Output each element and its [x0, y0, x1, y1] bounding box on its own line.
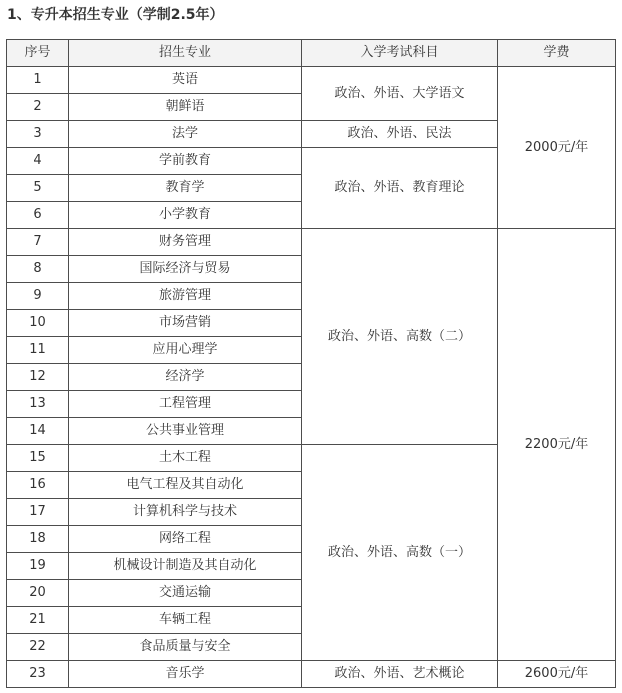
row-major: 应用心理学 [69, 337, 302, 364]
row-major: 教育学 [69, 175, 302, 202]
row-index: 8 [7, 256, 69, 283]
header-exam-subjects: 入学考试科目 [302, 40, 498, 67]
row-index: 1 [7, 67, 69, 94]
row-index: 18 [7, 526, 69, 553]
row-index: 22 [7, 634, 69, 661]
row-major: 经济学 [69, 364, 302, 391]
row-major: 小学教育 [69, 202, 302, 229]
exam-subjects-cell: 政治、外语、教育理论 [302, 148, 498, 229]
row-major: 财务管理 [69, 229, 302, 256]
exam-subjects-cell: 政治、外语、民法 [302, 121, 498, 148]
header-index: 序号 [7, 40, 69, 67]
row-major: 网络工程 [69, 526, 302, 553]
row-major: 法学 [69, 121, 302, 148]
exam-subjects-cell: 政治、外语、高数（一） [302, 445, 498, 661]
exam-subjects-cell: 政治、外语、艺术概论 [302, 661, 498, 688]
header-major: 招生专业 [69, 40, 302, 67]
row-index: 4 [7, 148, 69, 175]
table-row [7, 67, 616, 94]
row-major: 计算机科学与技术 [69, 499, 302, 526]
row-major: 英语 [69, 67, 302, 94]
row-major: 土木工程 [69, 445, 302, 472]
row-index: 16 [7, 472, 69, 499]
row-major: 公共事业管理 [69, 418, 302, 445]
row-index: 20 [7, 580, 69, 607]
tuition-cell: 2200元/年 [498, 229, 616, 661]
tuition-cell: 2000元/年 [498, 67, 616, 229]
row-index: 17 [7, 499, 69, 526]
table-row [7, 661, 616, 688]
section-heading: 1、专升本招生专业（学制2.5年） [7, 7, 224, 23]
row-major: 工程管理 [69, 391, 302, 418]
row-index: 10 [7, 310, 69, 337]
row-major: 朝鲜语 [69, 94, 302, 121]
row-major: 食品质量与安全 [69, 634, 302, 661]
row-index: 23 [7, 661, 69, 688]
row-major: 市场营销 [69, 310, 302, 337]
row-index: 15 [7, 445, 69, 472]
row-index: 21 [7, 607, 69, 634]
table-row [7, 229, 616, 256]
row-major: 交通运输 [69, 580, 302, 607]
exam-subjects-cell: 政治、外语、大学语文 [302, 67, 498, 121]
row-index: 3 [7, 121, 69, 148]
row-major: 国际经济与贸易 [69, 256, 302, 283]
row-index: 6 [7, 202, 69, 229]
row-index: 2 [7, 94, 69, 121]
table-header-row [7, 40, 616, 67]
row-index: 5 [7, 175, 69, 202]
row-major: 电气工程及其自动化 [69, 472, 302, 499]
row-major: 机械设计制造及其自动化 [69, 553, 302, 580]
enrollment-table [6, 39, 616, 688]
exam-subjects-cell: 政治、外语、高数（二） [302, 229, 498, 445]
row-major: 旅游管理 [69, 283, 302, 310]
row-major: 车辆工程 [69, 607, 302, 634]
row-index: 9 [7, 283, 69, 310]
row-index: 11 [7, 337, 69, 364]
row-index: 14 [7, 418, 69, 445]
tuition-cell: 2600元/年 [498, 661, 616, 688]
row-major: 音乐学 [69, 661, 302, 688]
row-index: 13 [7, 391, 69, 418]
row-index: 7 [7, 229, 69, 256]
row-index: 12 [7, 364, 69, 391]
header-tuition: 学费 [498, 40, 616, 67]
row-major: 学前教育 [69, 148, 302, 175]
row-index: 19 [7, 553, 69, 580]
